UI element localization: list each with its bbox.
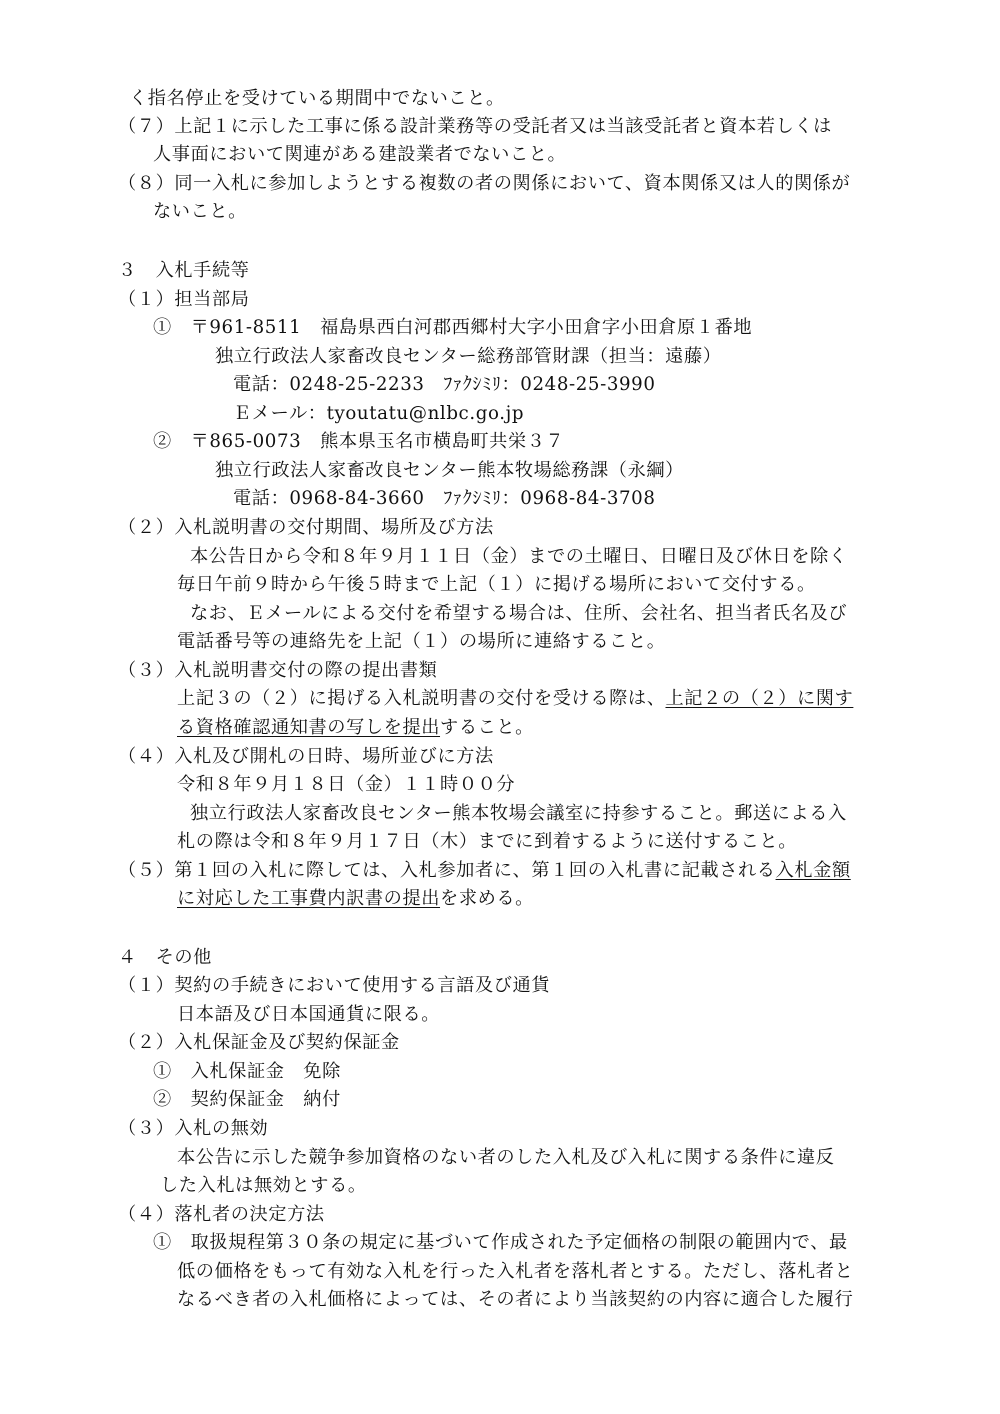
text-line: 本公告日から令和８年９月１１日（金）までの土曜日、日曜日及び休日を除く	[190, 546, 848, 567]
subsection-heading: （３）入札の無効	[118, 1118, 269, 1139]
text-line: した入札は無効とする。	[160, 1175, 367, 1196]
list-item: ① 取扱規程第３０条の規定に基づいて作成された予定価格の制限の範囲内で、最	[153, 1232, 848, 1253]
text-line: 人事面において関連がある建設業者でないこと。	[153, 144, 567, 165]
datetime-line: 令和８年９月１８日（金）１１時００分	[177, 774, 516, 795]
text-line: 上記３の（２）に掲げる入札説明書の交付を受ける際は、上記２の（２）に関す	[177, 688, 854, 709]
text-line: なお、Ｅメールによる交付を希望する場合は、住所、会社名、担当者氏名及び	[190, 603, 848, 624]
underlined-emphasis: に対応した工事費内訳書の提出	[177, 888, 441, 909]
underlined-emphasis: る資格確認通知書の写しを提出	[177, 717, 441, 738]
subsection-heading: （３）入札説明書交付の際の提出書類	[118, 660, 438, 681]
address-line: ① 〒961-8511 福島県西白河郡西郷村大字小田倉字小田倉原１番地	[153, 317, 753, 338]
address-line: ② 〒865-0073 熊本県玉名市横島町共栄３７	[153, 431, 565, 452]
section-heading: ４ その他	[118, 947, 212, 968]
text-line: る資格確認通知書の写しを提出すること。	[177, 717, 534, 738]
subsection-heading: （２）入札保証金及び契約保証金	[118, 1032, 400, 1053]
email-line: Ｅメール：tyoutatu@nlbc.go.jp	[233, 403, 525, 424]
subsection-heading: （４）入札及び開札の日時、場所並びに方法	[118, 746, 494, 767]
subsection-heading: （１）担当部局	[118, 289, 250, 310]
subsection-heading: （４）落札者の決定方法	[118, 1204, 325, 1225]
subsection-heading: （１）契約の手続きにおいて使用する言語及び通貨	[118, 975, 551, 996]
underlined-emphasis: 入札金額	[775, 860, 851, 881]
text-line: に対応した工事費内訳書の提出を求める。	[177, 888, 534, 909]
text-line: （７）上記１に示した工事に係る設計業務等の受託者又は当該受託者と資本若しくは	[118, 116, 832, 137]
text-line: 本公告に示した競争参加資格のない者のした入札及び入札に関する条件に違反	[177, 1147, 835, 1168]
text-line: 札の際は令和８年９月１７日（木）までに到着するように送付すること。	[177, 831, 797, 852]
text-line: ないこと。	[153, 201, 247, 222]
text-line: 独立行政法人家畜改良センター熊本牧場会議室に持参すること。郵送による入	[190, 803, 847, 824]
phone-fax: 電話：0248-25-2233 ﾌｧｸｼﾐﾘ：0248-25-3990	[233, 374, 656, 395]
text-line: 毎日午前９時から午後５時まで上記（１）に掲げる場所において交付する。	[177, 574, 816, 595]
text-line: なるべき者の入札価格によっては、その者により当該契約の内容に適合した履行	[177, 1289, 854, 1310]
phone-fax: 電話：0968-84-3660 ﾌｧｸｼﾐﾘ：0968-84-3708	[233, 488, 656, 509]
underlined-emphasis: 上記２の（２）に関す	[665, 688, 854, 709]
text-line: 日本語及び日本国通貨に限る。	[177, 1004, 441, 1025]
text-line: 電話番号等の連絡先を上記（１）の場所に連絡すること。	[177, 631, 666, 652]
list-item: ① 入札保証金 免除	[153, 1061, 341, 1082]
section-heading: ３ 入札手続等	[118, 260, 250, 281]
text-line: く指名停止を受けている期間中でないこと。	[129, 88, 505, 109]
list-item: ② 契約保証金 納付	[153, 1089, 341, 1110]
text-line: （８）同一入札に参加しようとする複数の者の関係において、資本関係又は人的関係が	[118, 173, 851, 194]
text-line: 低の価格をもって有効な入札を行った入札者を落札者とする。ただし、落札者と	[177, 1261, 854, 1282]
office-name: 独立行政法人家畜改良センター総務部管財課（担当：遠藤）	[215, 346, 722, 367]
text-line: （５）第１回の入札に際しては、入札参加者に、第１回の入札書に記載される入札金額	[118, 860, 851, 881]
subsection-heading: （２）入札説明書の交付期間、場所及び方法	[118, 517, 494, 538]
office-name: 独立行政法人家畜改良センター熊本牧場総務課（永綱）	[215, 460, 684, 481]
